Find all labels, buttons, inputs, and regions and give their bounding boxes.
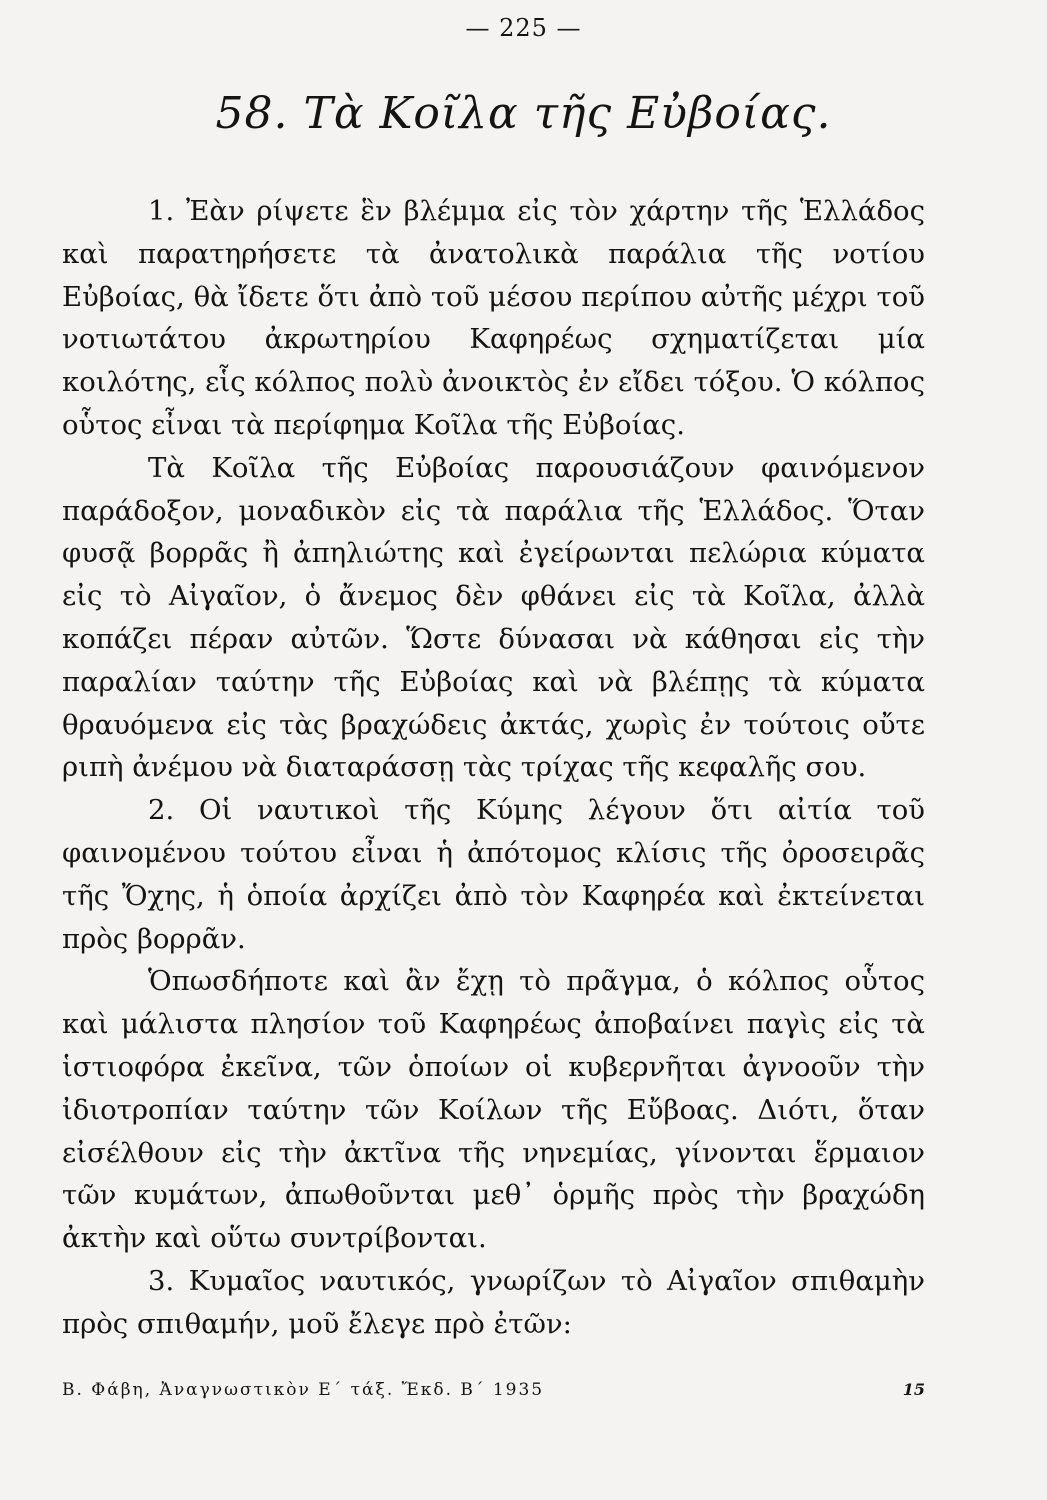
signature-mark: 15: [902, 1380, 925, 1399]
paragraph: 1. Ἐὰν ρίψετε ἓν βλέμμα εἰς τὸν χάρτην τῆς Ἑλλάδος καὶ παρατηρήσετε τὰ ἀνατολικὰ παράλια τῆς νοτίου Εὐβοίας, θὰ ἴδετε ὅτι ἀπὸ τοῦ μέσου περίπου αὐτῆς μέχρι τοῦ νοτιωτάτου ἀκρωτηρίου Καφηρέως σχηματίζεται μία κοιλότης, εἷς κόλπος πολὺ ἀνοικτὸς ἐν εἴδει τόξου. Ὁ κόλπος οὗτος εἶναι τὰ περίφημα Κοῖλα τῆς Εὐβοίας.: [62, 195, 925, 441]
paragraph: Ὁπωσδήποτε καὶ ἂν ἔχῃ τὸ πρᾶγμα, ὁ κόλπος οὗτος καὶ μάλιστα πλησίον τοῦ Καφηρέως ἀποβαίνει παγὶς εἰς τὰ ἱστιοφόρα ἐκεῖνα, τῶν ὁποίων οἱ κυβερνῆται ἀγνοοῦν τὴν ἰδιοτροπίαν ταύτην τῶν Κοίλων τῆς Εὔβοας. Διότι, ὅταν εἰσέλθουν εἰς τὴν ἀκτῖνα τῆς νηνεμίας, γίνονται ἕρμαιον τῶν κυμάτων, ἀπωθοῦνται μεθ᾿ ὁρμῆς πρὸς τὴν βραχώδη ἀκτὴν καὶ οὕτω συντρίβονται.: [62, 965, 925, 1255]
body-text: [62, 190, 925, 1346]
page-footer: [62, 1380, 925, 1400]
paragraph: Τὰ Κοῖλα τῆς Εὐβοίας παρουσιάζουν φαινόμενον παράδοξον, μοναδικὸν εἰς τὰ παράλια τῆς Ἑλλάδος. Ὅταν φυσᾷ βορρᾶς ἢ ἀπηλιώτης καὶ ἐγείρωνται πελώρια κύματα εἰς τὸ Αἰγαῖον, ὁ ἄνεμος δὲν φθάνει εἰς τὰ Κοῖλα, ἀλλὰ κοπάζει πέραν αὐτῶν. Ὥστε δύνασαι νὰ κάθησαι εἰς τὴν παραλίαν ταύτην τῆς Εὐβοίας καὶ νὰ βλέπῃς τὰ κύματα θραυόμενα εἰς τὰς βραχώδεις ἀκτάς, χωρὶς ἐν τούτοις οὔτε ριπὴ ἀνέμου νὰ διαταράσσῃ τὰς τρίχας τῆς κεφαλῆς σου.: [62, 451, 925, 784]
chapter-title: 58. Τὰ Κοῖλα τῆς Εὐβοίας.: [215, 88, 832, 139]
page-number: — 225 —: [465, 14, 582, 42]
footer-citation: Β. Φάβη, Ἀναγνωστικὸν Ε΄ τάξ. Ἔκδ. Β΄ 1935: [62, 1380, 545, 1400]
paragraph: 2. Οἱ ναυτικοὶ τῆς Κύμης λέγουν ὅτι αἰτία τοῦ φαινομένου τούτου εἶναι ἡ ἀπότομος κλίσις τῆς ὀροσειρᾶς τῆς Ὄχης, ἡ ὁποία ἀρχίζει ἀπὸ τὸν Καφηρέα καὶ ἐκτείνεται πρὸς βορρᾶν.: [62, 794, 925, 955]
paragraph: 3. Κυμαῖος ναυτικός, γνωρίζων τὸ Αἰγαῖον σπιθαμὴν πρὸς σπιθαμήν, μοῦ ἔλεγε πρὸ ἐτῶν:: [62, 1264, 925, 1340]
